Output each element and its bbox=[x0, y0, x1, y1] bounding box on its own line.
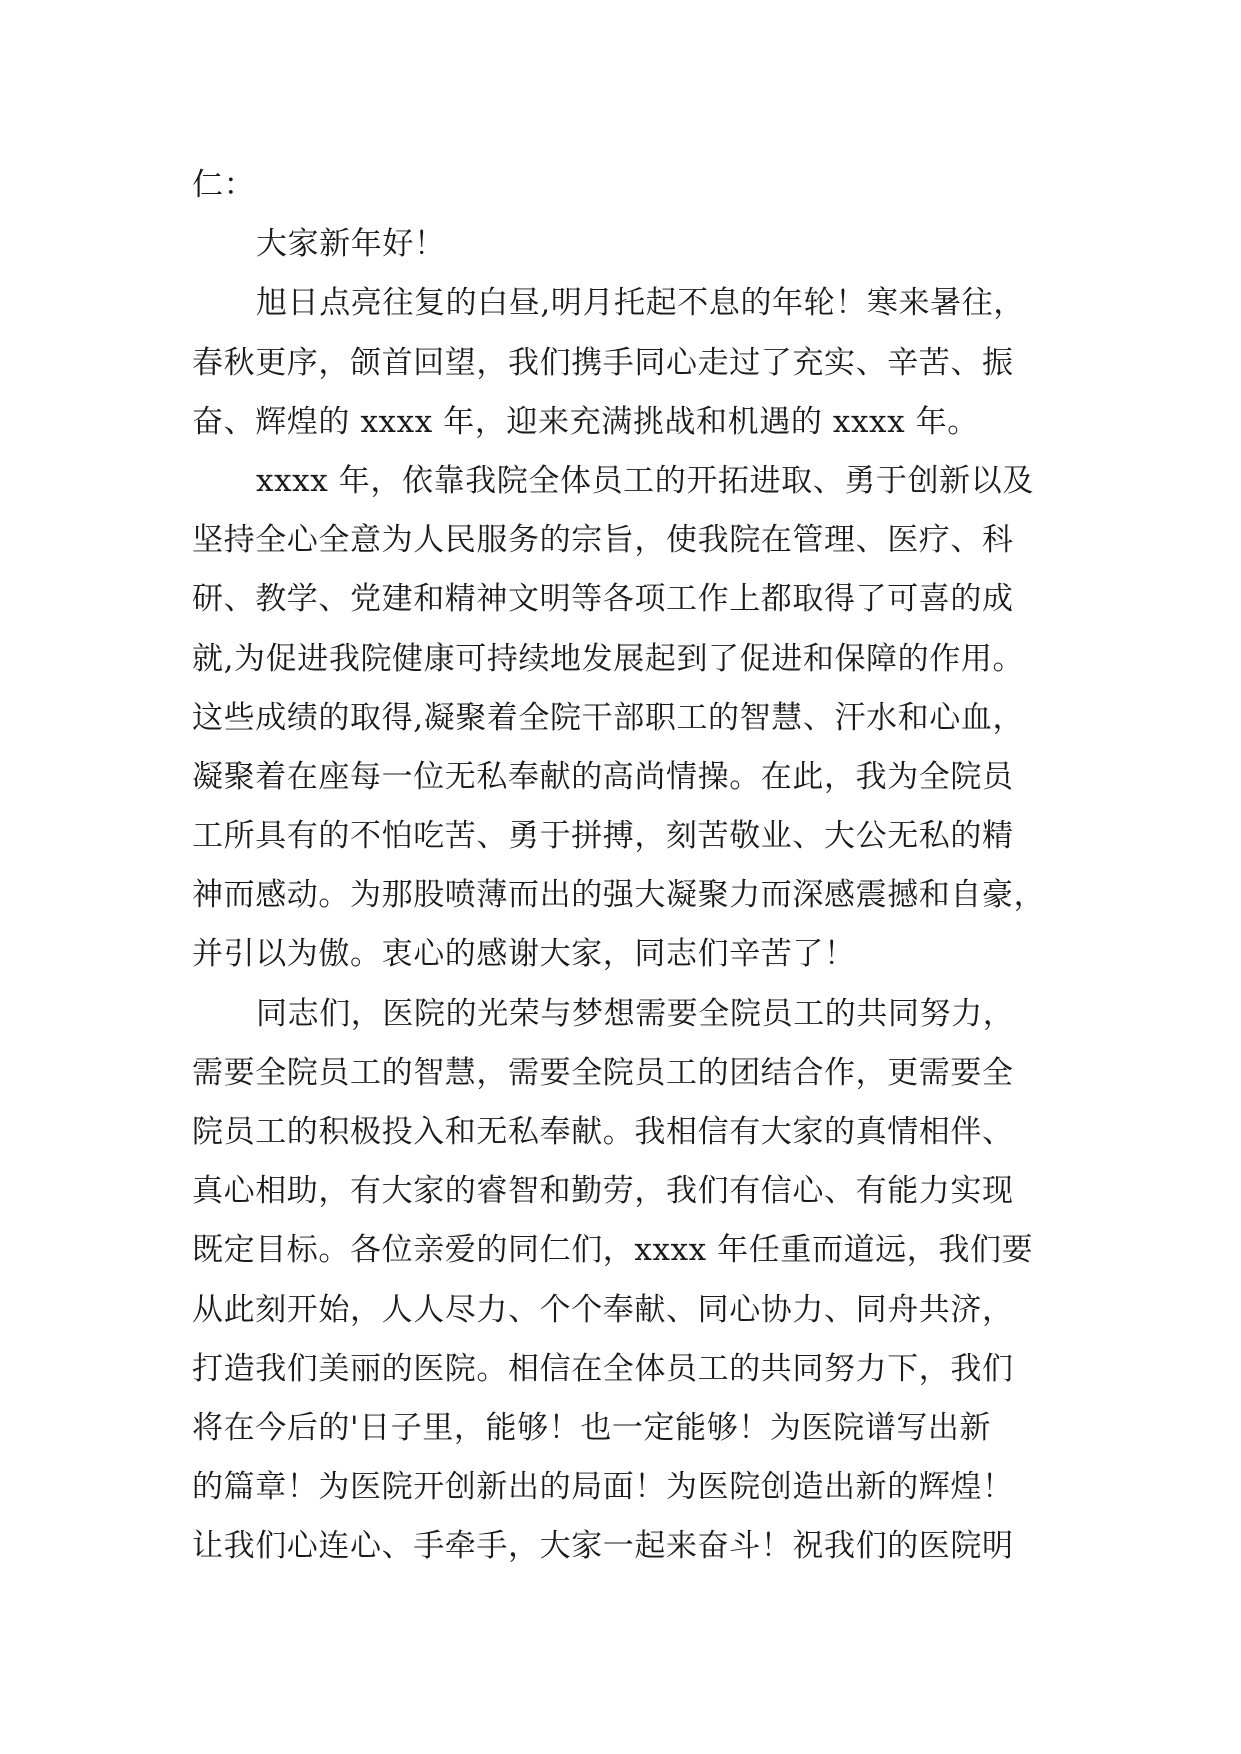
text-line: 将在今后的'日子里，能够！也一定能够！为医院谱写出新 bbox=[192, 1409, 992, 1446]
text-line: 仁： bbox=[192, 167, 256, 203]
text-line: 凝聚着在座每一位无私奉献的高尚情操。在此，我为全院员 bbox=[192, 758, 1014, 795]
text-line: 打造我们美丽的医院。相信在全体员工的共同努力下，我们 bbox=[192, 1350, 1014, 1387]
text-line: 既定目标。各位亲爱的同仁们，xxxx 年任重而道远，我们要 bbox=[192, 1232, 1034, 1269]
text-line: 从此刻开始，人人尽力、个个奉献、同心协力、同舟共济， bbox=[192, 1291, 1014, 1328]
text-line: 神而感动。为那股喷薄而出的强大凝聚力而深感震撼和自豪， bbox=[192, 877, 1046, 914]
paragraph-start-line: 同志们，医院的光荣与梦想需要全院员工的共同努力， bbox=[256, 995, 1015, 1032]
text-line: 研、教学、党建和精神文明等各项工作上都取得了可喜的成 bbox=[192, 581, 1014, 618]
text-line: 需要全院员工的智慧，需要全院员工的团结合作，更需要全 bbox=[192, 1054, 1014, 1091]
text-line: 并引以为傲。衷心的感谢大家，同志们辛苦了！ bbox=[192, 936, 856, 973]
text-line: 真心相助，有大家的睿智和勤劳，我们有信心、有能力实现 bbox=[192, 1173, 1014, 1210]
text-line: 就,为促进我院健康可持续地发展起到了促进和保障的作用。 bbox=[192, 640, 1025, 677]
text-line: 这些成绩的取得,凝聚着全院干部职工的智慧、汗水和心血， bbox=[192, 699, 1025, 736]
text-line: 工所具有的不怕吃苦、勇于拼搏，刻苦敬业、大公无私的精 bbox=[192, 818, 1014, 855]
text-line: 让我们心连心、手牵手，大家一起来奋斗！祝我们的医院明 bbox=[192, 1528, 1014, 1565]
text-line: 春秋更序，颌首回望，我们携手同心走过了充实、辛苦、振 bbox=[192, 344, 1014, 381]
paragraph-start-line: 旭日点亮往复的白昼,明月托起不息的年轮！寒来暑往， bbox=[256, 285, 1025, 322]
letter-body bbox=[192, 156, 1050, 1577]
greeting-line: 大家新年好！ bbox=[256, 226, 446, 263]
text-line: 院员工的积极投入和无私奉献。我相信有大家的真情相伴、 bbox=[192, 1114, 1014, 1150]
paragraph-start-line: xxxx 年，依靠我院全体员工的开拓进取、勇于创新以及 bbox=[256, 462, 1034, 499]
text-line: 坚持全心全意为人民服务的宗旨，使我院在管理、医疗、科 bbox=[192, 522, 1014, 559]
text-line: 的篇章！为医院开创新出的局面！为医院创造出新的辉煌！ bbox=[192, 1469, 1014, 1506]
text-line: 奋、辉煌的 xxxx 年，迎来充满挑战和机遇的 xxxx 年。 bbox=[192, 403, 979, 440]
